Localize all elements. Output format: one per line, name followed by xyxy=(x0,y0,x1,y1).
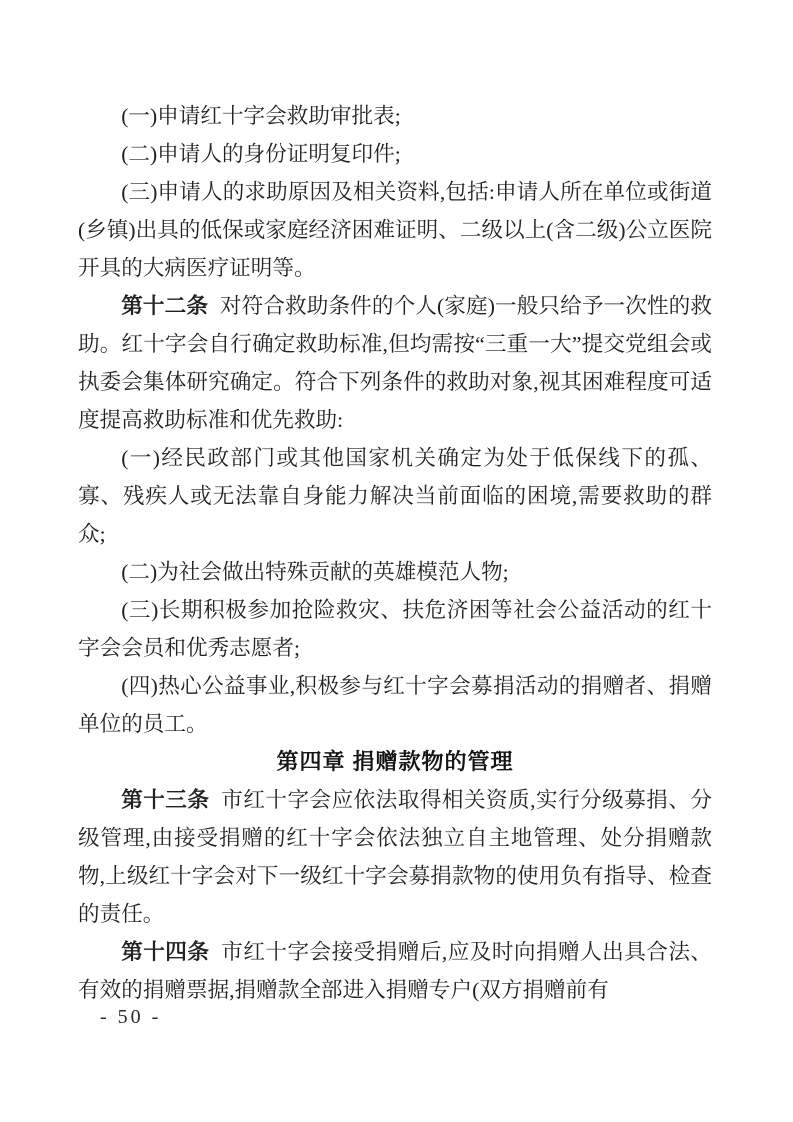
article-12-text: 对符合救助条件的个人(家庭)一般只给予一次性的救助。红十字会自行确定救助标准,但均需按“三重一大”提交党组会或执委会集体研究确定。符合下列条件的救助对象,视其困难程度可适度提高救助标准和优先救助: xyxy=(78,294,712,432)
article-12-number: 第十二条 xyxy=(121,294,209,318)
condition-item-1: (一)经民政部门或其他国家机关确定为处于低保线下的孤、寡、残疾人或无法靠自身能力解决当前面临的困境,需要救助的群众; xyxy=(78,446,712,546)
condition-item-2: (二)为社会做出特殊贡献的英雄模范人物; xyxy=(121,560,509,584)
condition-item-4: (四)热心公益事业,积极参与红十字会募捐活动的捐赠者、捐赠单位的员工。 xyxy=(78,674,712,736)
condition-item-3: (三)长期积极参加抢险救灾、扶危济困等社会公益活动的红十字会会员和优秀志愿者; xyxy=(78,598,712,660)
list-item-1: (一)申请红十字会救助审批表; xyxy=(121,104,401,128)
page-number: - 50 - xyxy=(100,1006,162,1028)
chapter-heading: 第四章 捐赠款物的管理 xyxy=(276,749,514,774)
article-12 xyxy=(78,287,712,439)
article-14 xyxy=(78,933,712,1009)
article-13 xyxy=(78,781,712,933)
article-13-text: 市红十字会应依法取得相关资质,实行分级募捐、分级管理,由接受捐赠的红十字会依法独立自主地管理、处分捐赠款物,上级红十字会对下一级红十字会募捐款物的使用负有指导、检查的责任。 xyxy=(78,788,712,926)
list-item-3: (三)申请人的求助原因及相关资料,包括:申请人所在单位或街道(乡镇)出具的低保或家庭经济困难证明、二级以上(含二级)公立医院开具的大病医疗证明等。 xyxy=(78,180,712,280)
document-body xyxy=(78,97,712,1009)
article-14-number: 第十四条 xyxy=(121,940,210,964)
list-item-2: (二)申请人的身份证明复印件; xyxy=(121,142,401,166)
article-14-text: 市红十字会接受捐赠后,应及时向捐赠人出具合法、有效的捐赠票据,捐赠款全部进入捐赠专户(双方捐赠前有 xyxy=(78,940,712,1002)
article-13-number: 第十三条 xyxy=(121,788,210,812)
